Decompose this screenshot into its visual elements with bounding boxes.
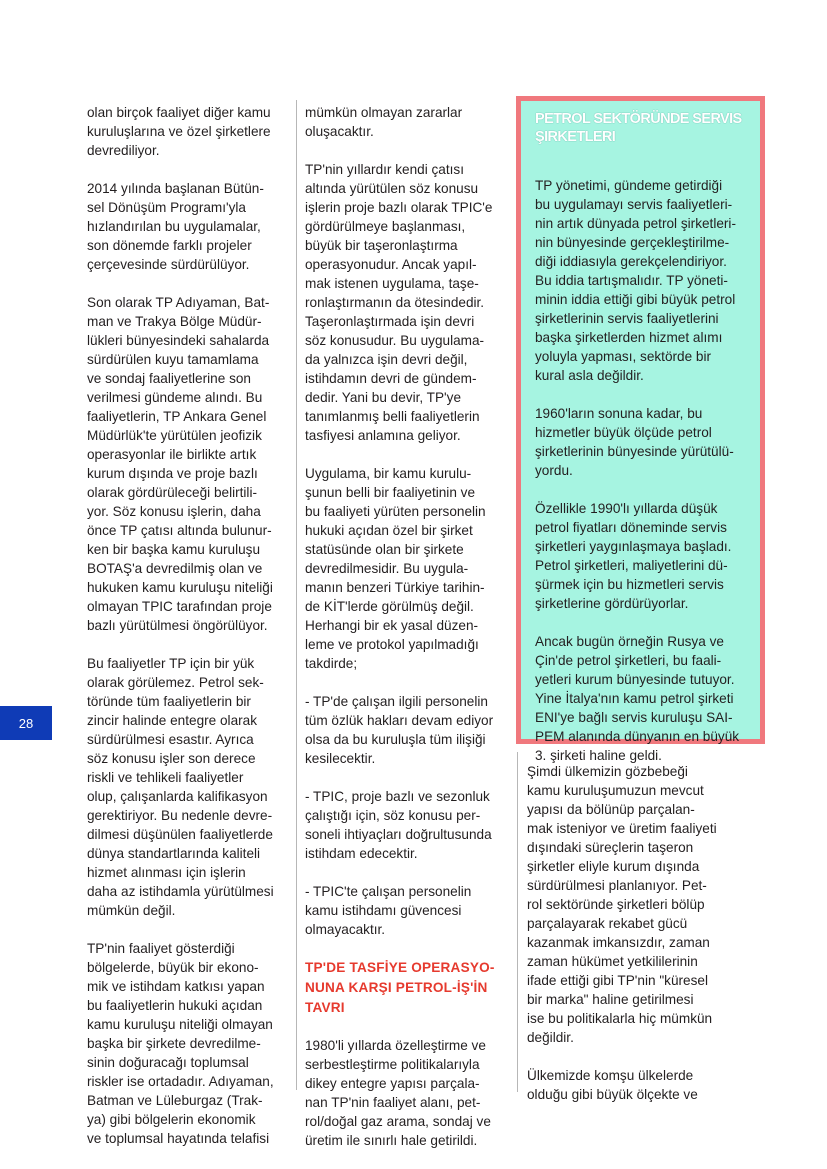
column-divider-left — [296, 100, 297, 1090]
page-number-tab — [0, 706, 52, 740]
paragraph: olan birçok faaliyet diğer kamu kuruluşlarına ve özel şirketlere devrediliyor. — [87, 105, 271, 158]
paragraph: TP'nin faaliyet gösterdiği bölgelerde, büyük bir ekono- mik ve istihdam katkısı yapan bu faaliyetlerin hukuki açıdan kamu kuruluşu niteliği olmayan başka bir şirkete devredilme- sinin doğuracağı toplumsal riskler ise ortadadır. Adıyaman, Batman ve Lüleburgaz (Trak- ya) gibi bölgelerin ekonomik ve toplumsal hayatında telafisi — [87, 941, 274, 1146]
paragraph: Uygulama, bir kamu kurulu- şunun belli bir faaliyetinin ve bu faaliyeti yürüten personelin hukuki açıdan özel bir şirket statüsünde olan bir şirkete devredilmesidir. Bu uygula- manın benzeri Türkiye tarihin- de KİT'lerde görülmüş değil. Herhangi bir ek yasal düzen- leme ve protokol yapılmadığı takdirde; — [305, 466, 486, 671]
page-number: 28 — [18, 715, 34, 731]
paragraph: Şimdi ülkemizin gözbebeği kamu kuruluşumuzun mevcut yapısı da bölünüp parçalan- mak isteniyor ve üretim faaliyeti dışındaki süreçlerin taşeron şirketler eliyle kurum dışında sürdürülmesi planlanıyor. Pet- rol sektöründe şirketleri bölüp parçalayarak rekabet gücü kazanmak imkansızdır, zaman zaman hükümet yetkililerinin ifade ettiği gibi TP'nin "küresel bir marka" haline getirilmesi ise bu politikalarla hiç mümkün değildir. — [527, 764, 717, 1045]
paragraph: Bu faaliyetler TP için bir yük olarak görülemez. Petrol sek- töründe tüm faaliyetlerin bir zincir halinde entegre olarak sürdürülmesi esastır. Ayrıca söz konusu işler son derece riskli ve tehlikeli faaliyetler olup, çalışanlarda kalifikasyon gerektiriyor. Bu nedenle devre- dilmesi düşünülen faaliyetlerde dünya standartlarında kaliteli hizmet alınması için işlerin daha az istihdamla yürütülmesi mümkün değil. — [87, 656, 274, 918]
sidebar-paragraph: TP yönetimi, gündeme getirdiği bu uygulamayı servis faaliyetleri- nin artık dünyada petrol şirketleri- nin bünyesinde gerçekleştirilme- diği iddiasıyla gerekçelendiriyor. Bu iddia tartışmalıdır. TP yöneti- minin iddia ettiği gibi büyük petrol şirketlerinin servis faaliyetlerini başka şirketlerden hizmet alımı yoluyla yapması, sektörde bir kural asla değildir. — [535, 178, 736, 383]
sidebar-title: PETROL SEKTÖRÜNDE SERVIS ŞIRKETLERI — [535, 111, 742, 145]
paragraph: 2014 yılında başlanan Bütün- sel Dönüşüm Programı'yla hızlandırılan bu uygulamalar, son dönemde farklı projeler çerçevesinde sürdürülüyor. — [87, 181, 264, 272]
paragraph: Son olarak TP Adıyaman, Bat- man ve Trakya Bölge Müdür- lükleri bünyesindeki sahalarda sürdürülen kuyu tamamlama ve sondaj faaliyetlerine son verilmesi gündeme alındı. Bu faaliyetlerin, TP Ankara Genel Müdürlük'te yürütülen jeofizik operasyonlar ile birlikte artık kurum dışında ve proje bazlı olarak gördürüleceği belirtili- yor. Söz konusu işlerin, daha önce TP çatısı altında bulunur- ken bir başka kamu kuruluşu BOTAŞ'a devredilmiş olan ve hukuken kamu kuruluşu niteliği olmayan TPIC tarafından proje bazlı yürütülmesi öngörülüyor. — [87, 295, 273, 633]
sidebar-box — [516, 96, 765, 763]
section-heading: TP'DE TASFİYE OPERASYO- NUNA KARŞI PETROL-İŞ'İN TAVRI — [305, 960, 495, 1015]
paragraph: Ülkemizde komşu ülkelerde olduğu gibi büyük ölçekte ve — [527, 1068, 698, 1102]
sidebar-paragraph: Özellikle 1990'lı yıllarda düşük petrol fiyatları döneminde servis şirketleri yaygınlaşmaya başladı. Petrol şirketleri, maliyetlerini dü- şürmek için bu hizmetleri servis şirketlerine gördürüyorlar. — [535, 501, 732, 611]
paragraph: 1980'li yıllarda özelleştirme ve serbestleştirme politikalarıyla dikey entegre yapısı parçala- nan TP'nin faaliyet alanı, pet- rol/doğal gaz arama, sondaj ve üretim ile sınırlı hale getirildi. — [305, 1038, 491, 1148]
column-divider-right — [517, 752, 518, 1092]
paragraph: - TPIC'te çalışan personelin kamu istihdamı güvencesi olmayacaktır. — [305, 884, 472, 937]
paragraph: - TPIC, proje bazlı ve sezonluk çalıştığı için, söz konusu per- soneli ihtiyaçları doğrultusunda istihdam edecektir. — [305, 789, 492, 861]
text-column-1 — [87, 103, 287, 1167]
sidebar-paragraph: Ancak bugün örneğin Rusya ve Çin'de petrol şirketleri, bu faali- yetleri kurum bünyesinde tutuyor. Yine İtalya'nın kamu petrol şirketi ENI'ye bağlı servis kuruluşu SAI- PEM alanında dünyanın en büyük 3. şirketi haline geldi. — [535, 634, 740, 763]
sidebar-paragraph: 1960'ların sonuna kadar, bu hizmetler büyük ölçüde petrol şirketlerinin bünyesinde yürütülü- yordu. — [535, 406, 734, 478]
paragraph: mümkün olmayan zararlar oluşacaktır. — [305, 105, 463, 139]
text-column-3 — [527, 762, 739, 1123]
paragraph: - TP'de çalışan ilgili personelin tüm özlük hakları devam ediyor olsa da bu kuruluşla tüm ilişiği kesilecektir. — [305, 694, 494, 766]
paragraph: TP'nin yıllardır kendi çatısı altında yürütülen söz konusu işlerin proje bazlı olarak TPIC'e gördürülmeye başlanması, büyük bir taşeronlaştırma operasyonudur. Ancak yapıl- mak istenen uygulama, taşe- ronlaştırmanın da ötesindedir. Taşeronlaştırmada işin devri söz konusudur. Bu uygulama- da yalnızca işin devri değil, istihdamın devri de gündem- dedir. Yani bu devir, TP'ye tanımlanmış belli faaliyetlerin tasfiyesi anlamına geliyor. — [305, 162, 493, 443]
text-column-2 — [305, 103, 509, 1169]
